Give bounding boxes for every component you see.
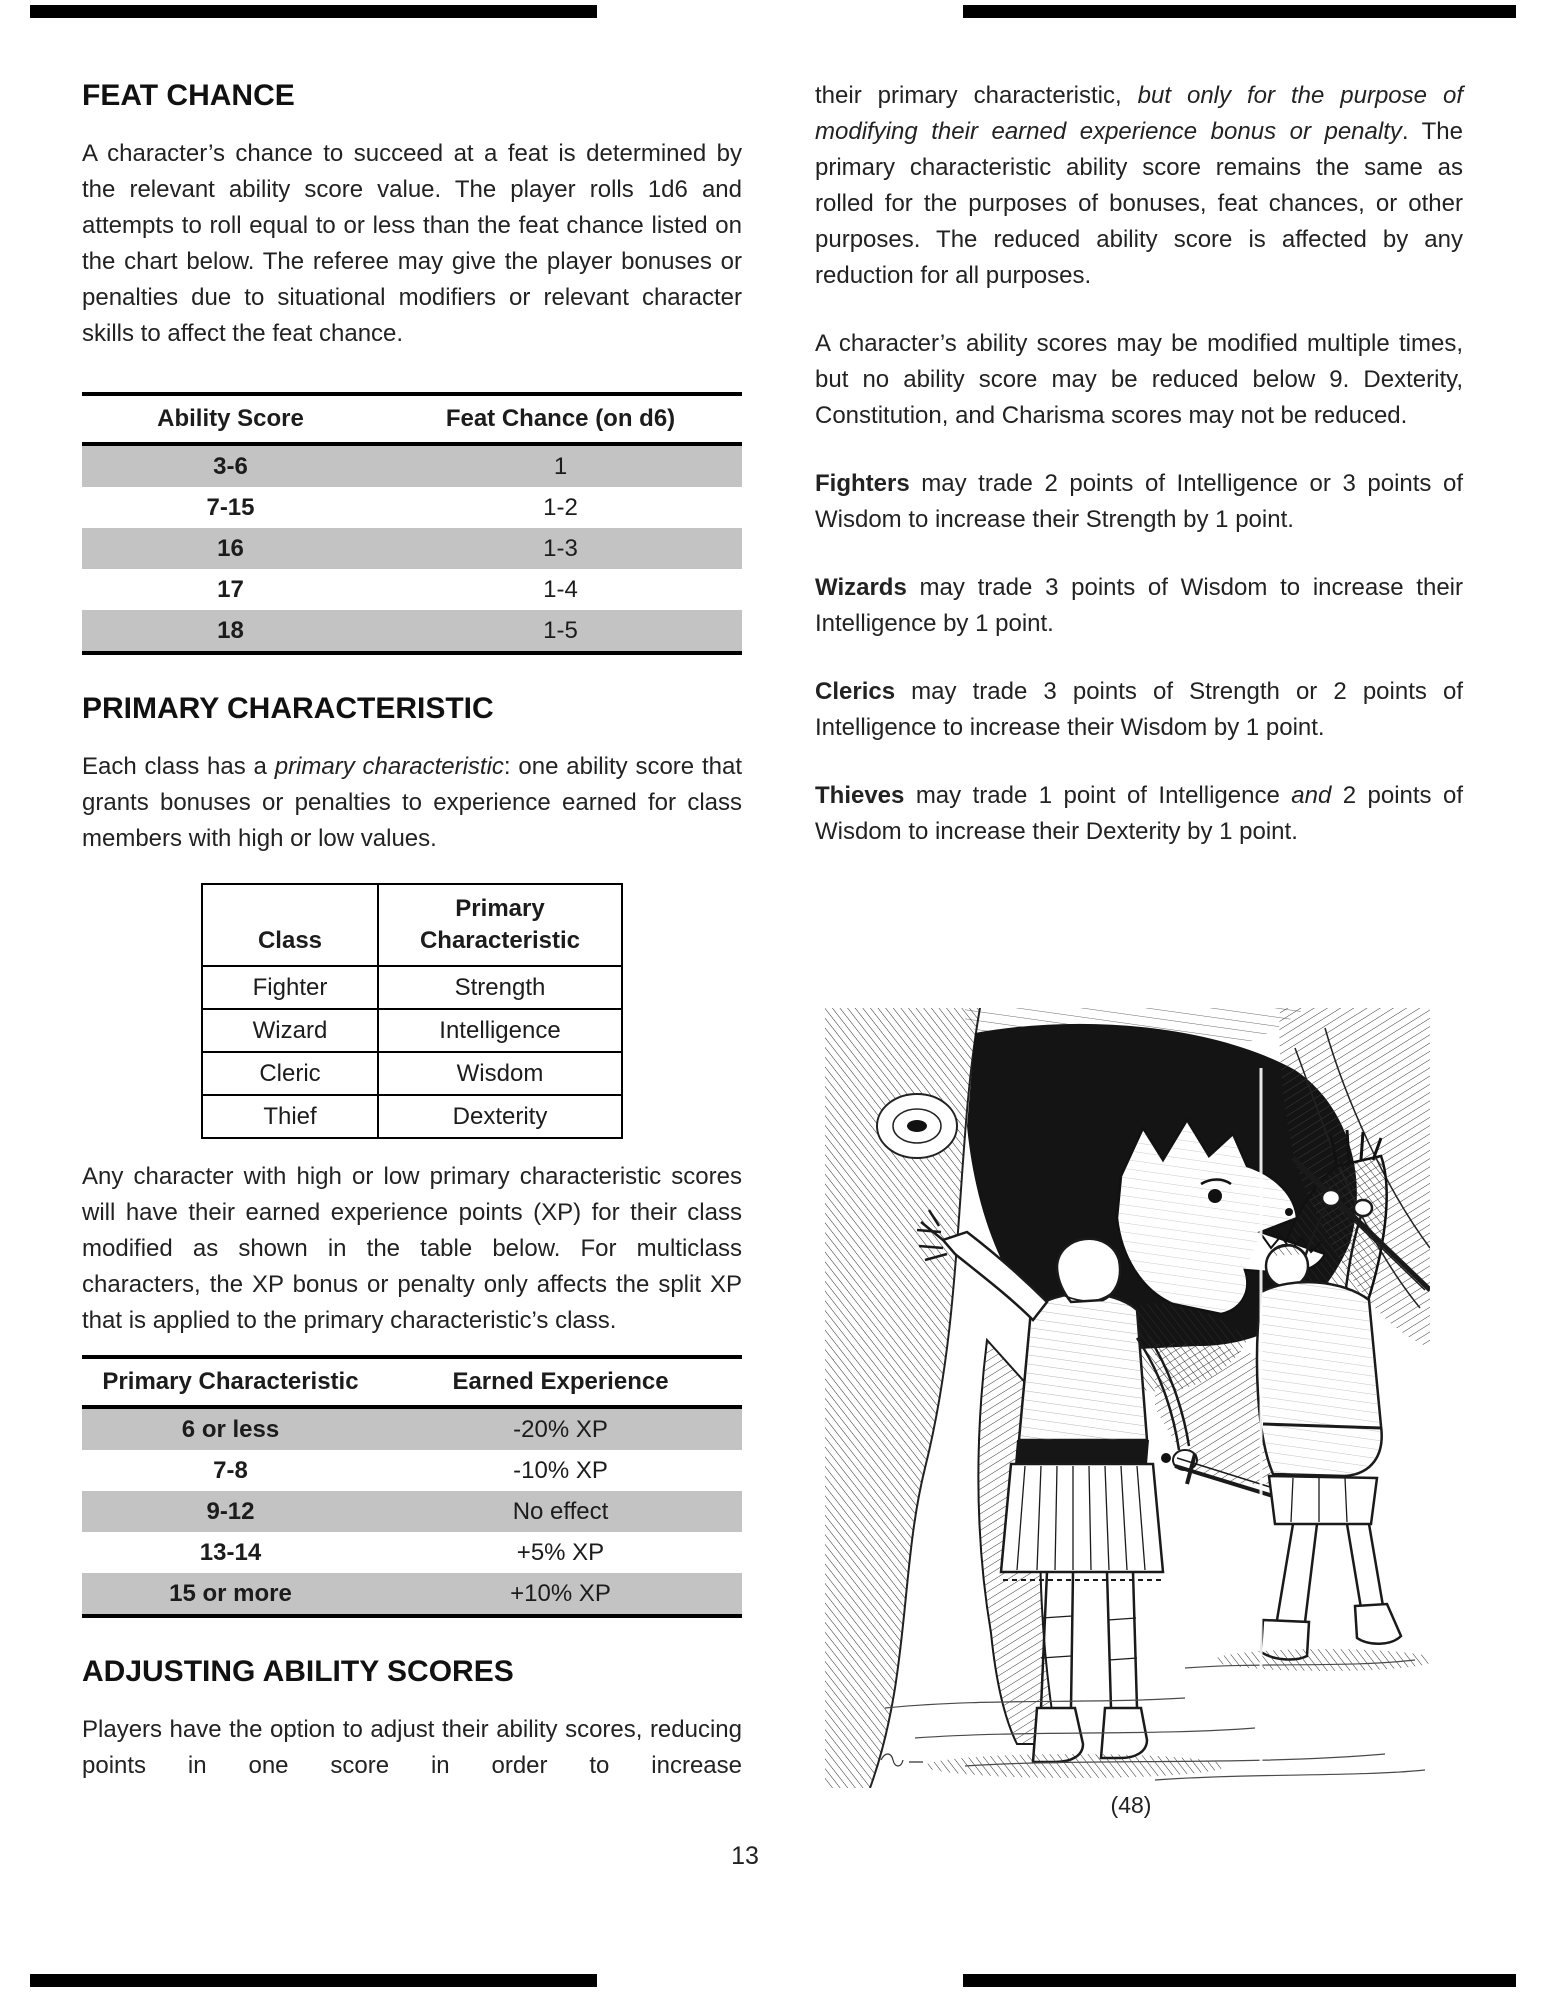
fighters-trade-paragraph: Fighters may trade 2 points of Intelligence or 3 points of Wisdom to increase their Strength by 1 point. [815,470,1463,533]
fight-scene-illustration [825,1008,1430,1788]
page-border-top-left [30,5,597,18]
table-row [82,528,742,569]
table-cell: 3-6 [213,452,248,480]
table-cell: 16 [217,534,244,562]
table-cell: Cleric [202,1052,378,1095]
primary-characteristic-paragraph: Each class has a primary characteristic: one ability score that grants bonuses or penalties to experience earned for class members with high or low values. [82,753,742,852]
thieves-trade-paragraph: Thieves may trade 1 point of Intelligence and 2 points of Wisdom to increase their Dexterity by 1 point. [815,782,1463,845]
table-cell: 15 or more [169,1579,292,1607]
page-border-bottom-right [963,1974,1516,1987]
earned-experience-table [82,1355,742,1618]
table-cell: Thief [202,1095,378,1138]
table-row [202,1095,622,1138]
class-table-header-primary-characteristic: Primary Characteristic [378,884,622,966]
table-row [82,569,742,610]
table-row [82,1407,742,1450]
illustration [825,1008,1437,1819]
table-cell: -10% XP [513,1456,608,1484]
right-column [815,78,1463,1818]
table-cell: 7-15 [206,493,255,521]
table-cell: Fighter [202,966,378,1009]
feat-chance-table [82,392,742,655]
section-heading-primary-characteristic: PRIMARY CHARACTERISTIC [82,692,494,725]
table-cell: Strength [378,966,622,1009]
table-row [202,1052,622,1095]
xp-table-header-primary-characteristic: Primary Characteristic [82,1357,379,1407]
table-cell: Wisdom [378,1052,622,1095]
section-heading-adjusting-ability-scores: ADJUSTING ABILITY SCORES [82,1655,514,1688]
table-cell: Intelligence [378,1009,622,1052]
table-cell: 1 [553,452,568,480]
page-number: 13 [731,1842,759,1870]
ability-scores-modified-paragraph: A character’s ability scores may be modified multiple times, but no ability score may be reduced below 9. Dexterity, Constitution, and Charisma scores may not be reduced. [815,330,1463,429]
adjusting-paragraph: Players have the option to adjust their ability scores, reducing points in one score in order to increase [82,1716,742,1779]
table-row [82,610,742,653]
xp-table-header-earned-experience: Earned Experience [379,1357,742,1407]
table-cell: Dexterity [378,1095,622,1138]
page-border-top-right [963,5,1516,18]
table-cell: 7-8 [213,1456,248,1484]
clerics-trade-paragraph: Clerics may trade 3 points of Strength or 2 points of Intelligence to increase their Wisdom by 1 point. [815,678,1463,741]
table-cell: +5% XP [516,1538,605,1566]
table-cell: -20% XP [513,1415,608,1443]
table-cell: 1-2 [543,493,578,521]
xp-modifier-paragraph: Any character with high or low primary characteristic scores will have their earned experience points (XP) for their class modified as shown in the table below. For multiclass characters, the XP bonus or penalty only affects the split XP that is applied to the primary characteristic’s class. [82,1163,742,1334]
table-row [202,966,622,1009]
primary-characteristic-continued-paragraph: their primary characteristic, but only for the purpose of modifying their earned experience bonus or penalty. The primary characteristic ability score remains the same as rolled for the purposes of bonuses, feat chances, or other purposes. The reduced ability score is affected by any reduction for all purposes. [815,82,1463,289]
class-table-header-class: Class [202,884,378,966]
table-cell: No effect [512,1497,609,1525]
table-cell: 1-4 [543,575,578,603]
table-row [202,1009,622,1052]
table-cell: Wizard [202,1009,378,1052]
table-cell: 18 [217,616,244,644]
table-cell: 1-5 [543,616,578,644]
table-row [82,444,742,487]
wizards-trade-paragraph: Wizards may trade 3 points of Wisdom to increase their Intelligence by 1 point. [815,574,1463,637]
feat-table-header-feat-chance: Feat Chance (on d6) [379,394,742,444]
class-table [201,883,623,1139]
feat-table-header-ability-score: Ability Score [82,394,379,444]
table-cell: 17 [217,575,244,603]
table-cell: 6 or less [181,1415,280,1443]
table-header-row [82,394,742,444]
table-cell: 1-3 [543,534,578,562]
table-row [82,1491,742,1532]
illustration-caption: (48) [1110,1792,1152,1818]
table-row [82,1532,742,1573]
page-border-bottom-left [30,1974,597,1987]
table-header-row [82,1357,742,1407]
table-cell: 9-12 [206,1497,255,1525]
table-cell: +10% XP [510,1579,611,1607]
table-cell: 13-14 [199,1538,262,1566]
section-heading-feat-chance: FEAT CHANCE [82,79,295,112]
table-header-row [202,884,622,966]
table-row [82,487,742,528]
table-row [82,1573,742,1616]
feat-chance-paragraph: A character’s chance to succeed at a feat is determined by the relevant ability score value. The player rolls 1d6 and attempts to roll equal to or less than the feat chance listed on the chart below. The referee may give the player bonuses or penalties due to situational modifiers or relevant character skills to affect the feat chance. [82,140,742,347]
table-row [82,1450,742,1491]
left-column [82,78,742,1824]
